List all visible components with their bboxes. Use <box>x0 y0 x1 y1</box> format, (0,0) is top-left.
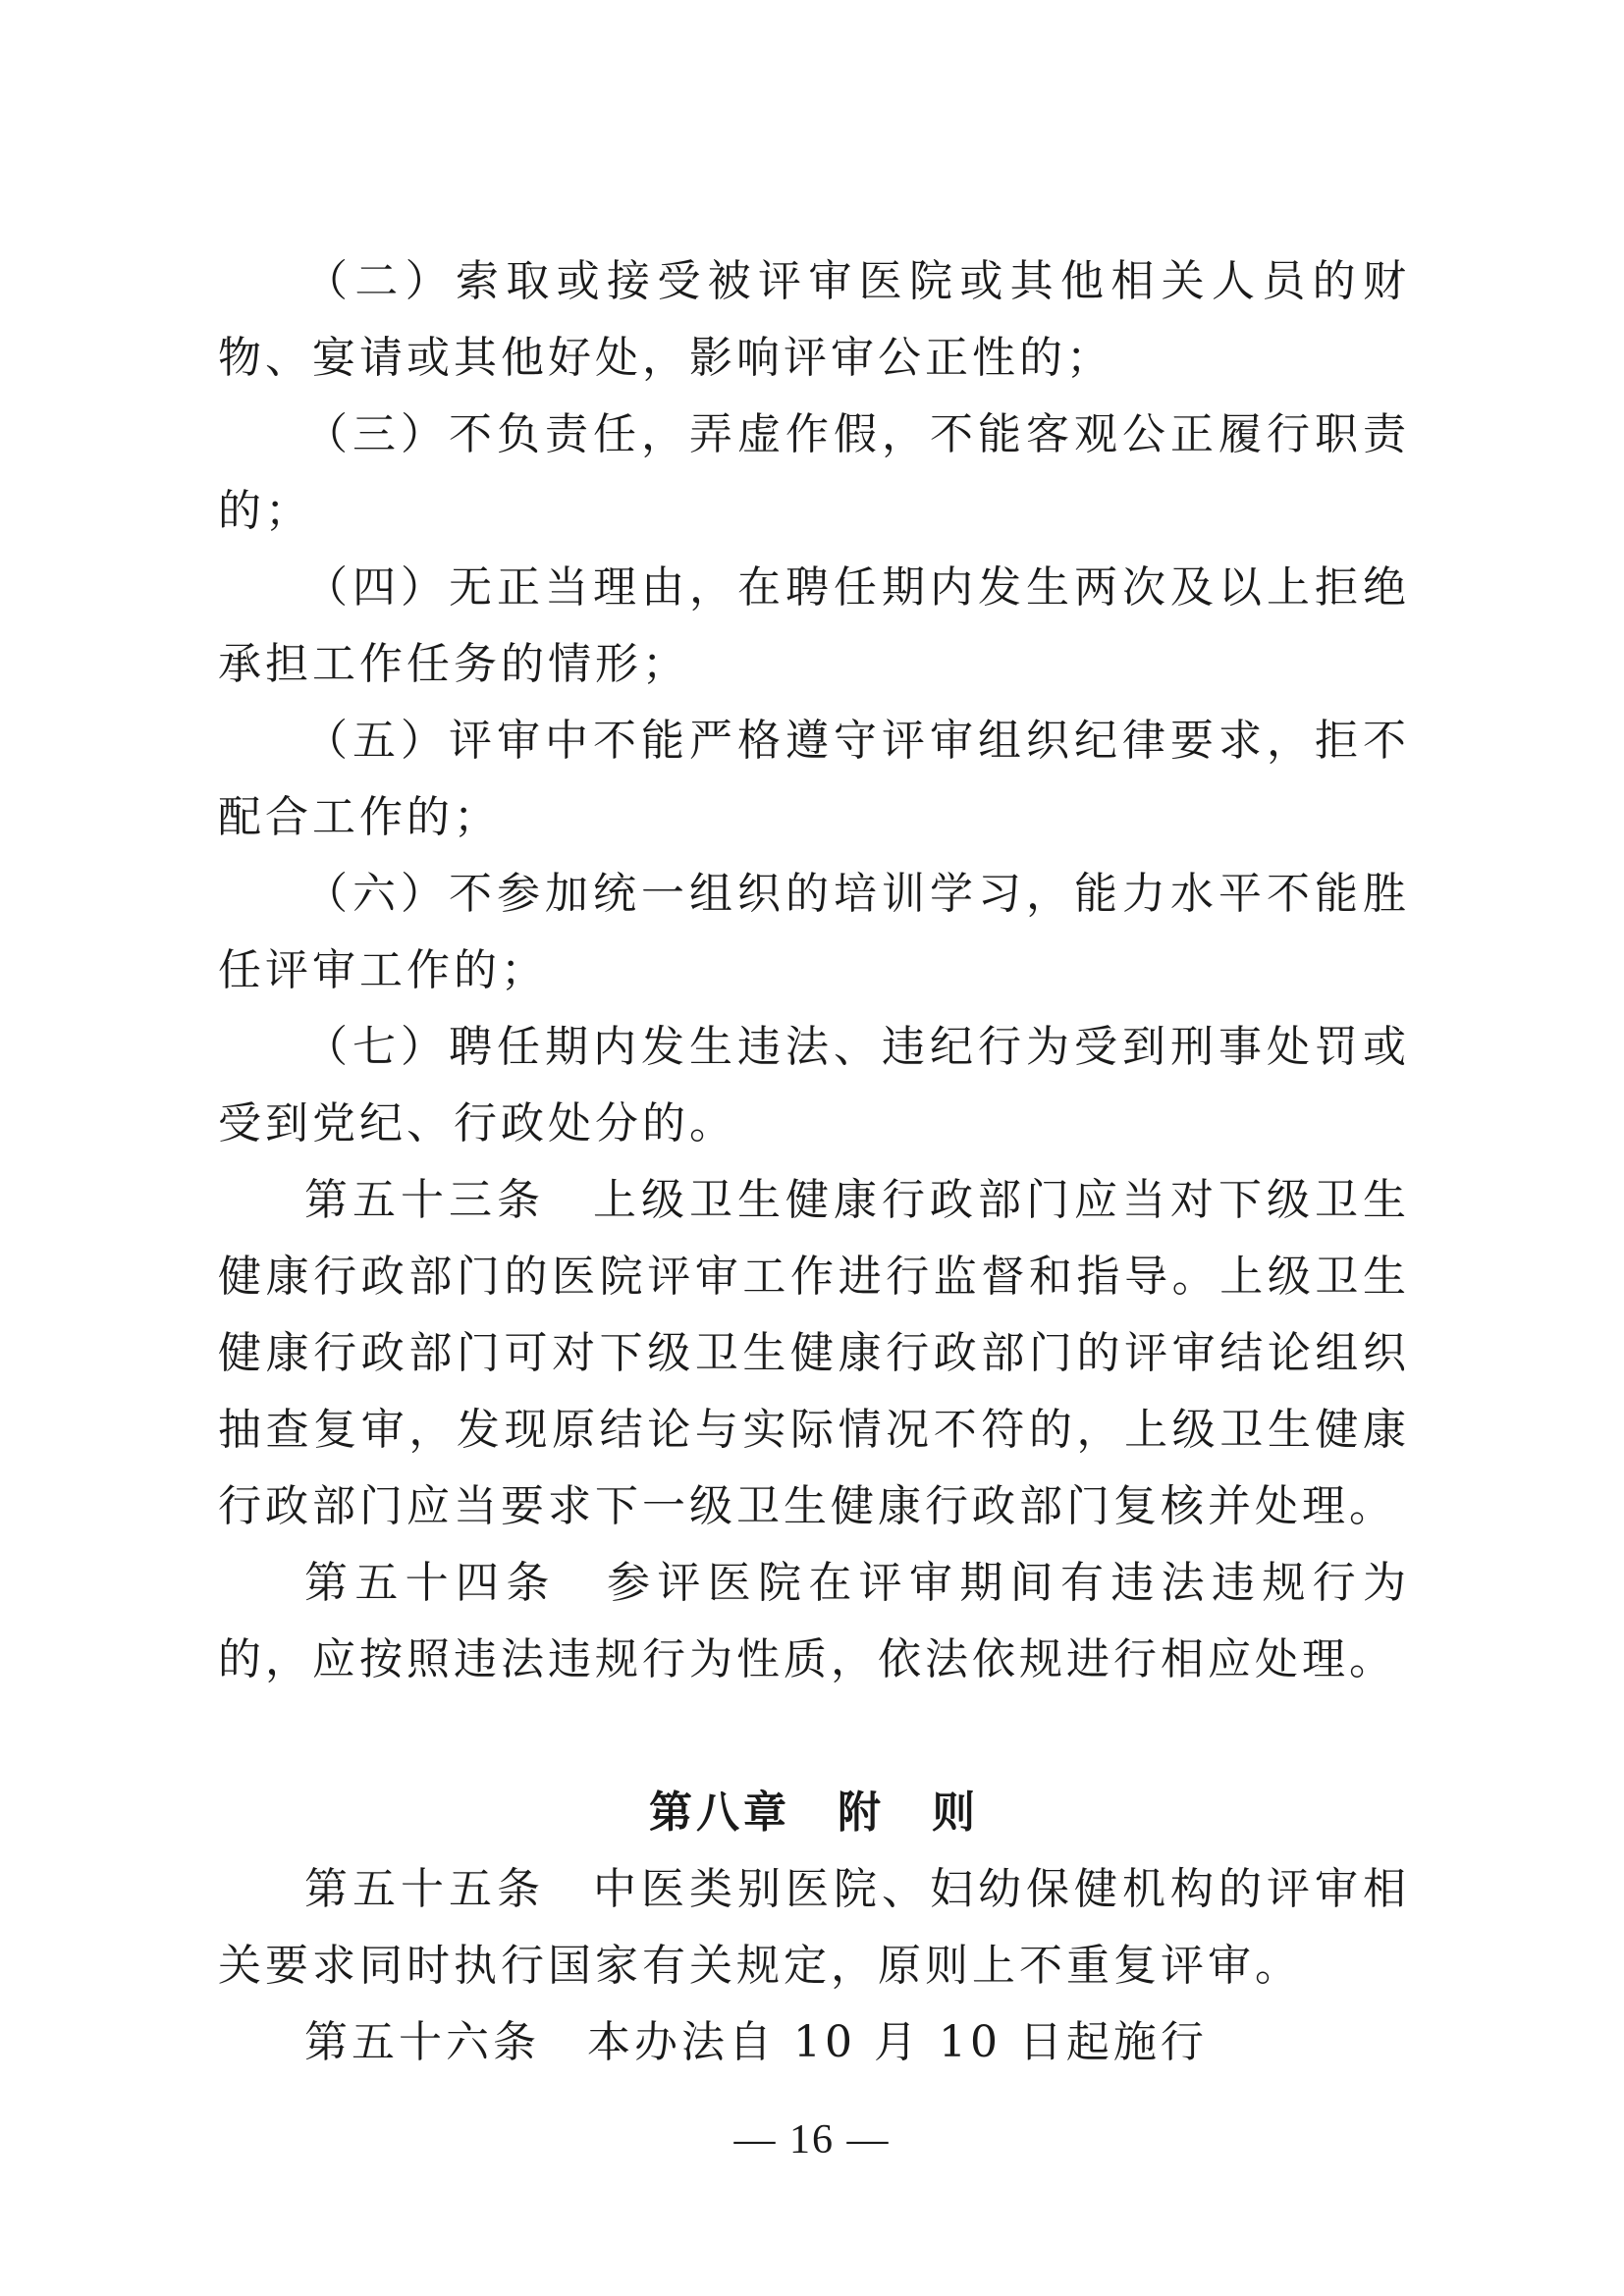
chapter-title: 第八章 附 则 <box>649 1788 979 1838</box>
clause-item-4: （四）无正当理由，在聘任期内发生两次及以上拒绝承担工作任务的情形； <box>218 562 1410 689</box>
page-number: — 16 — <box>733 2117 891 2163</box>
article-53: 第五十三条 上级卫生健康行政部门应当对下级卫生健康行政部门的医院评审工作进行监督和指导。上级卫生健康行政部门可对下级卫生健康行政部门的评审结论组织抽查复审，发现原结论与实际情况不符的，上级卫生健康行政部门应当要求下一级卫生健康行政部门复核并处理。 <box>218 1175 1410 1531</box>
article-56: 第五十六条 本办法自 10 月 10 日起施行 <box>304 2017 1208 2067</box>
clause-item-6: （六）不参加统一组织的培训学习，能力水平不能胜任评审工作的； <box>218 869 1410 995</box>
clause-item-5: （五）评审中不能严格遵守评审组织纪律要求，拒不配合工作的； <box>218 716 1410 842</box>
chapter-spacer <box>218 1698 1410 1775</box>
article-55: 第五十五条 中医类别医院、妇幼保健机构的评审相关要求同时执行国家有关规定，原则上不重复评审。 <box>218 1864 1410 1991</box>
page-body <box>218 243 1410 2081</box>
clause-item-3: （三）不负责任，弄虚作假，不能客观公正履行职责的； <box>218 409 1410 536</box>
article-54: 第五十四条 参评医院在评审期间有违法违规行为的，应按照违法违规行为性质，依法依规进行相应处理。 <box>218 1558 1410 1684</box>
clause-item-7: （七）聘任期内发生违法、违纪行为受到刑事处罚或受到党纪、行政处分的。 <box>218 1022 1410 1148</box>
clause-item-2: （二）索取或接受被评审医院或其他相关人员的财物、宴请或其他好处，影响评审公正性的； <box>218 256 1410 383</box>
